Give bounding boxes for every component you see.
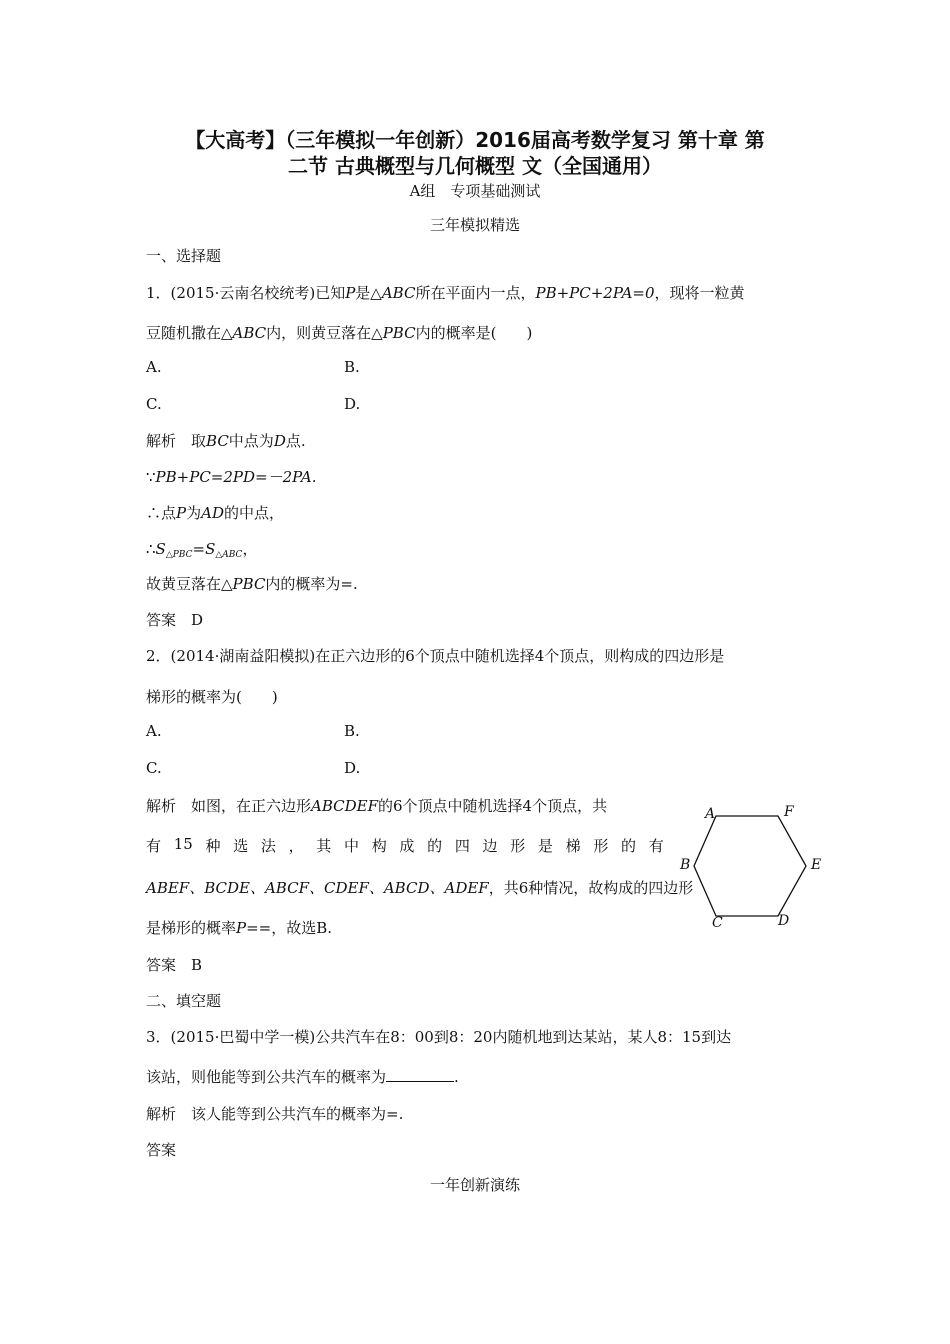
q1-option-c: C. — [146, 395, 162, 413]
q2-stem-line1: 2．(2014·湖南益阳模拟)在正六边形的6个顶点中随机选择4个顶点，则构成的四边形是 — [146, 647, 725, 665]
q1-solution-line1: 解析 取BC中点为D点. — [146, 432, 306, 450]
q3-stem-line1: 3．(2015·巴蜀中学一模)公共汽车在8：00到8：20内随机地到达某站，某人8：15到达 — [146, 1028, 732, 1046]
q2-solution-word: 的 — [427, 837, 443, 855]
group-heading: A组 专项基础测试 — [409, 182, 541, 200]
q2-solution-word: 形 — [510, 837, 526, 855]
q2-solution-word: 四 — [454, 837, 470, 855]
hexagon-label-c: C — [712, 915, 723, 931]
q3-answer: 答案 — [146, 1141, 177, 1159]
hexagon-label-f: F — [784, 804, 794, 820]
q2-solution-word: 种 — [205, 837, 221, 855]
q1-solution-line2: ∵PB+PC=2PD=－2PA. — [146, 468, 317, 486]
document-title-line2: 二节 古典概型与几何概型 文（全国通用） — [288, 154, 662, 178]
q2-solution-word: 有 — [648, 837, 664, 855]
part1-heading: 一、选择题 — [146, 247, 222, 265]
hexagon-shape — [694, 816, 806, 916]
q2-solution-word: 15 — [173, 835, 193, 853]
q1-solution-line5: 故黄豆落在△PBC内的概率为=. — [146, 575, 358, 593]
q1-stem-line2: 豆随机撒在△ABC内，则黄豆落在△PBC内的概率是( ) — [146, 324, 533, 342]
q2-solution-word: 法 — [260, 837, 276, 855]
q1-solution-line3: ∴点P为AD的中点， — [146, 504, 284, 522]
q1-option-b: B. — [344, 358, 360, 376]
hexagon-figure — [676, 796, 826, 936]
q2-option-d: D. — [344, 759, 361, 777]
q1-stem-line1: 1．(2015·云南名校统考)已知P是△ABC所在平面内一点，PB+PC+2PA=0，现将一粒黄 — [146, 284, 745, 302]
q2-solution-word: 梯 — [565, 837, 581, 855]
q2-answer: 答案 B — [146, 956, 203, 974]
q2-solution-word: 选 — [233, 837, 249, 855]
q2-option-a: A. — [146, 722, 162, 740]
q2-solution-word: 构 — [371, 837, 387, 855]
q2-solution-word: 形 — [593, 837, 609, 855]
q2-solution-word: ， — [288, 837, 304, 855]
q2-option-c: C. — [146, 759, 162, 777]
section-heading-new: 一年创新演练 — [429, 1176, 520, 1194]
q3-answer-blank — [386, 1069, 454, 1082]
q2-solution-line2-words — [146, 835, 664, 856]
q2-solution-line4: 是梯形的概率P==，故选B. — [146, 919, 333, 937]
q2-stem-line2: 梯形的概率为( ) — [146, 688, 278, 706]
q2-solution-word: 有 — [146, 837, 162, 855]
q1-option-a: A. — [146, 358, 162, 376]
q2-solution-word: 其 — [316, 837, 332, 855]
part2-heading: 二、填空题 — [146, 992, 222, 1010]
q3-stem-line2: 该站，则他能等到公共汽车的概率为 . — [146, 1068, 459, 1086]
q2-solution-word: 中 — [344, 837, 360, 855]
q2-solution-line3: ABEF、BCDE、ABCF、CDEF、ABCD、ADEF，共6种情况，故构成的四边形 — [146, 879, 694, 897]
section-heading-mock: 三年模拟精选 — [429, 216, 520, 234]
q2-solution-word: 的 — [621, 837, 637, 855]
q2-solution-word: 成 — [399, 837, 415, 855]
document-title-line1: 【大高考】（三年模拟一年创新）2016届高考数学复习 第十章 第 — [185, 128, 765, 152]
q2-solution-line1: 解析 如图，在正六边形ABCDEF的6个顶点中随机选择4个顶点，共 — [146, 797, 608, 815]
q3-solution: 解析 该人能等到公共汽车的概率为=. — [146, 1105, 404, 1123]
q2-solution-word: 是 — [537, 837, 553, 855]
q1-solution-line4: $\therefore S_{\triangle PBC}=S_{\triangle ABC}$， — [146, 540, 258, 560]
q1-option-d: D. — [344, 395, 361, 413]
hexagon-label-b: B — [680, 857, 691, 873]
hexagon-label-d: D — [778, 913, 790, 929]
q2-solution-line2 — [146, 835, 664, 856]
q2-solution-word: 边 — [482, 837, 498, 855]
q1-answer: 答案 D — [146, 611, 204, 629]
q2-option-b: B. — [344, 722, 360, 740]
hexagon-label-e: E — [811, 857, 822, 873]
hexagon-label-a: A — [705, 806, 716, 822]
